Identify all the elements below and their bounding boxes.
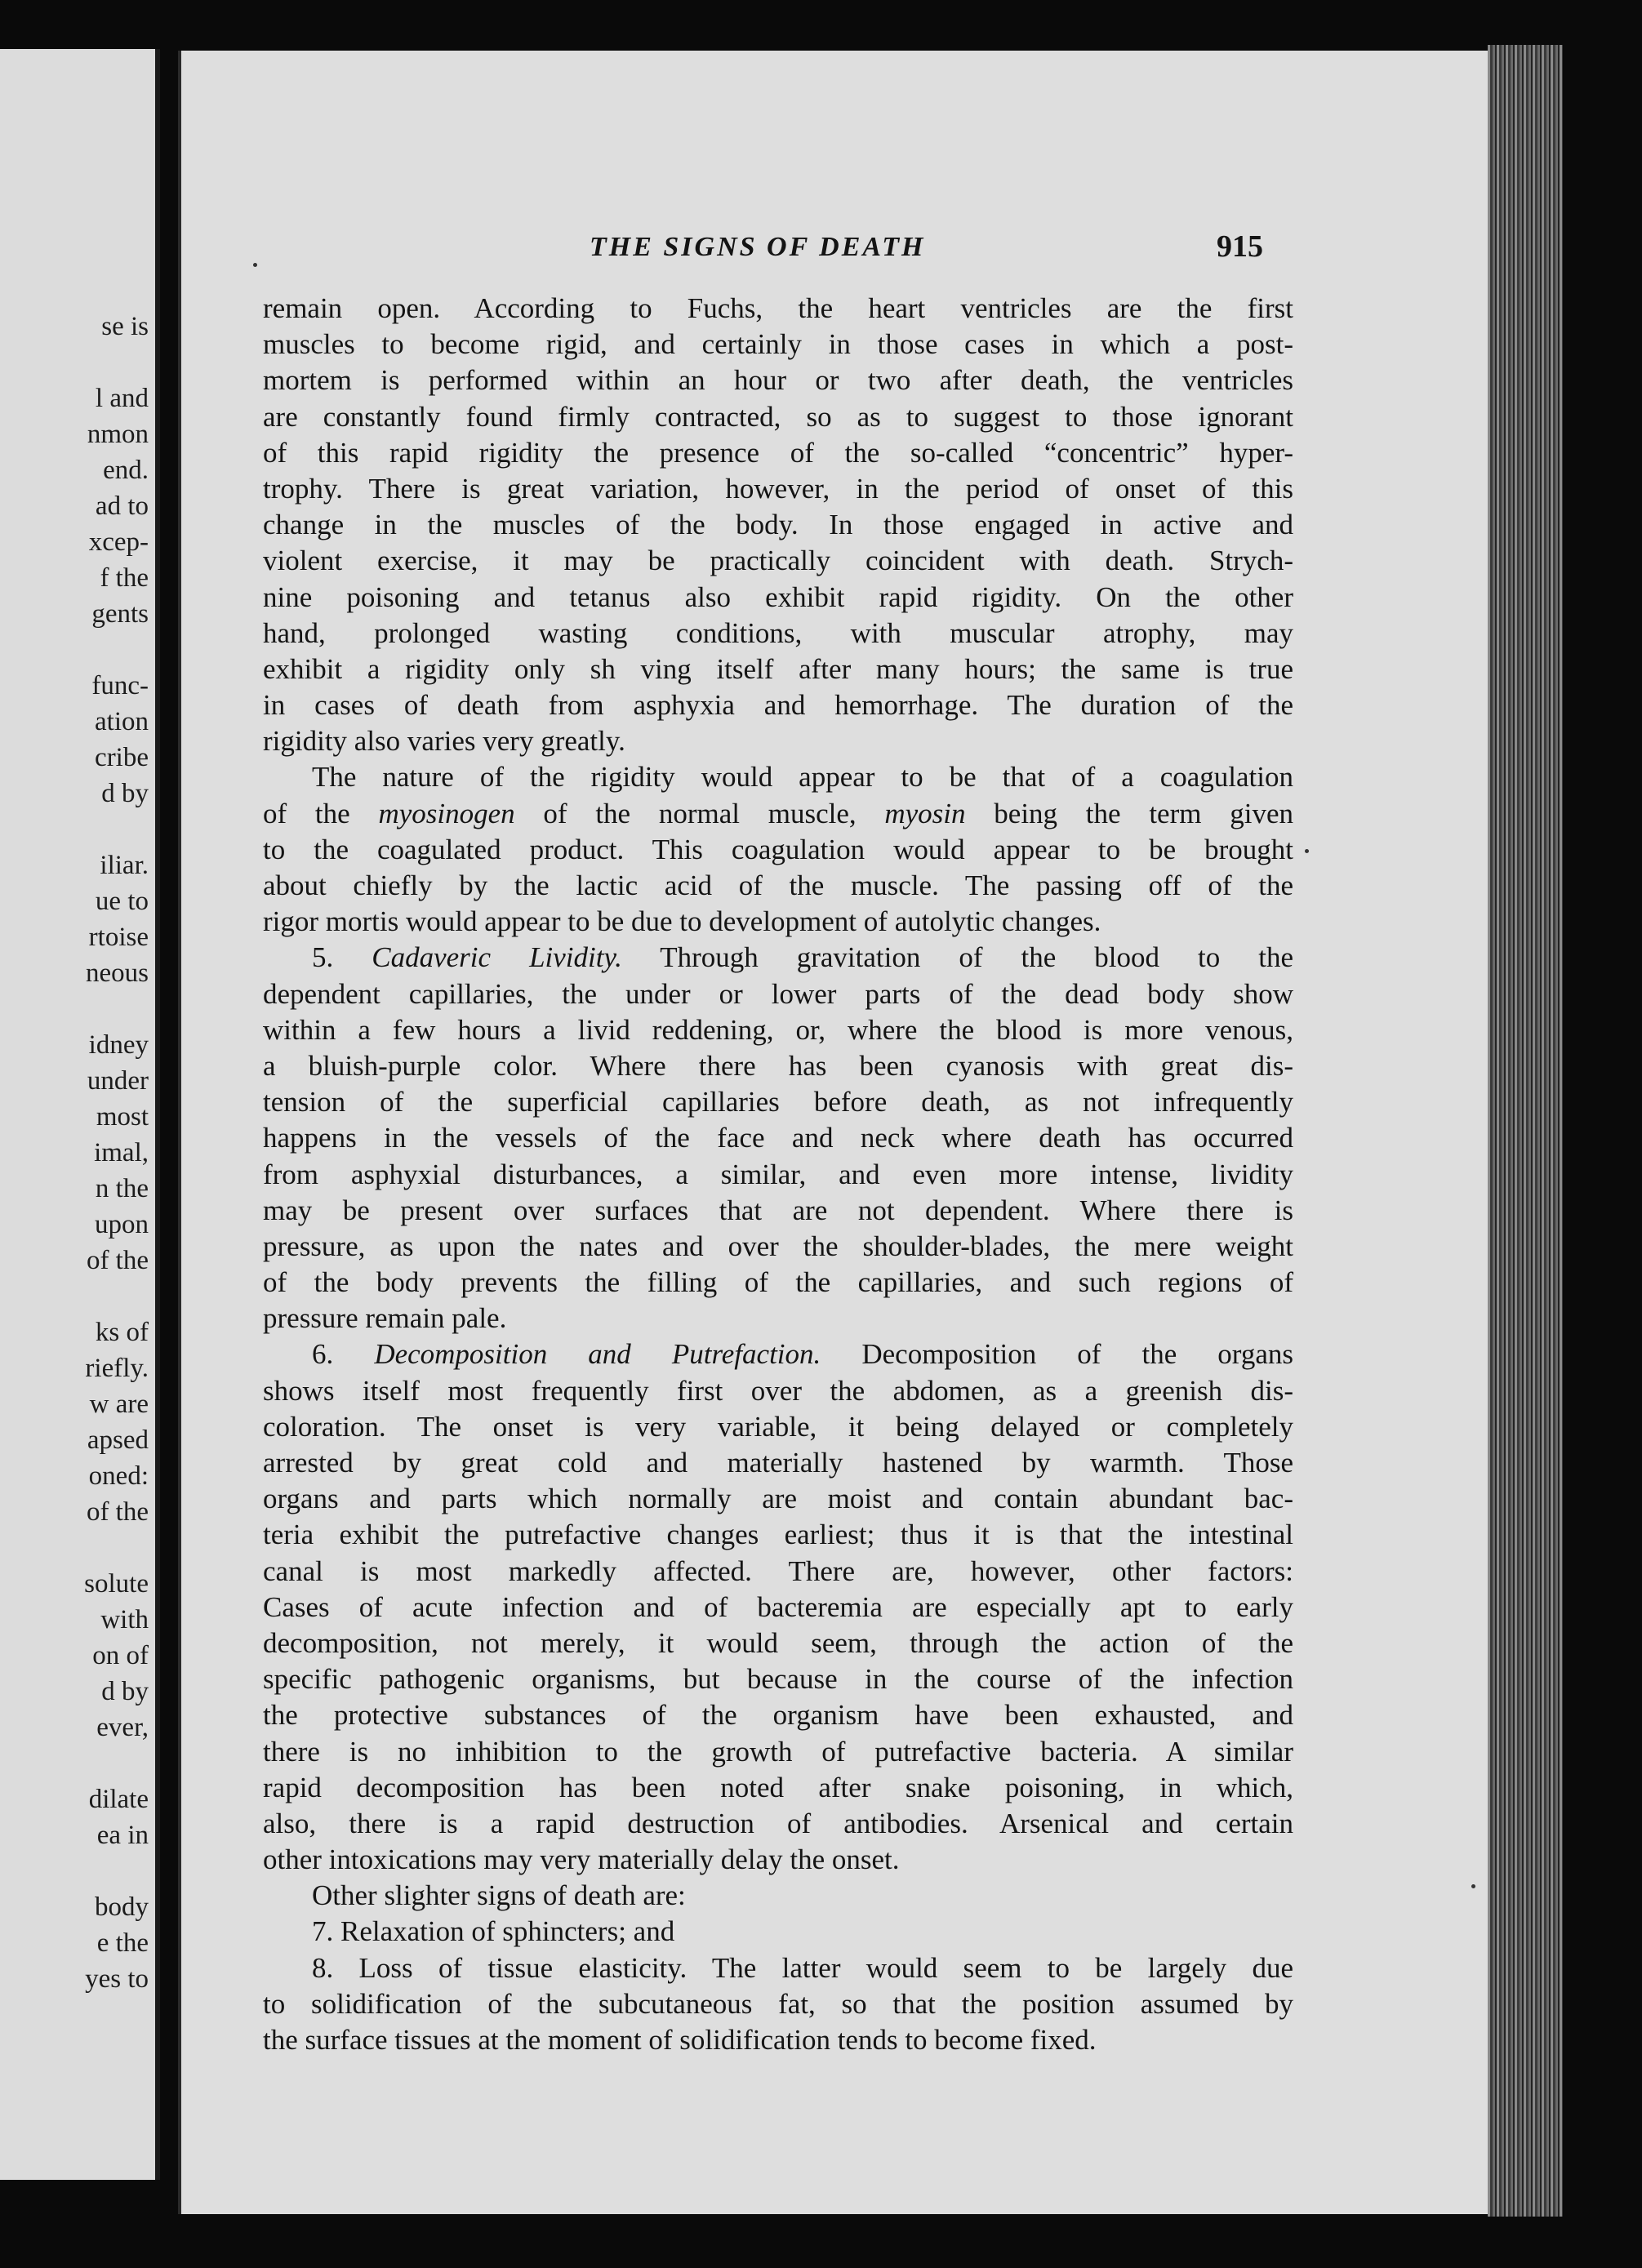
- text-run: pressure, as upon the nates and over the shoulder-blades, the mere weight: [263, 1230, 1293, 1262]
- text-run: the protective substances of the organism have been exhausted, and: [263, 1699, 1293, 1732]
- left-page-line: oned:: [88, 1461, 149, 1491]
- text-run: 7. Relaxation of sphincters; and: [312, 1915, 675, 1948]
- italic-term: Decomposition and Putrefaction.: [374, 1338, 821, 1371]
- left-facing-page: [0, 49, 160, 2180]
- left-page-line: ever,: [96, 1713, 149, 1742]
- text-run: happens in the vessels of the face and neck where death has occurred: [263, 1122, 1293, 1154]
- left-page-line: w are: [89, 1390, 149, 1419]
- text-run: rigidity also varies very greatly.: [263, 725, 625, 758]
- text-run: change in the muscles of the body. In those engaged in active and: [263, 509, 1293, 541]
- text-run: Through gravitation of the blood to the: [621, 941, 1294, 974]
- left-page-line: n the: [95, 1174, 149, 1203]
- text-line: [263, 1770, 1293, 1806]
- scan-speck: [1471, 1884, 1475, 1888]
- text-run: muscles to become rigid, and certainly in those cases in which a post-: [263, 328, 1293, 361]
- text-run: about chiefly by the lactic acid of the muscle. The passing off of the: [263, 869, 1293, 901]
- text-line: [263, 399, 1293, 435]
- left-page-line: apsed: [87, 1425, 149, 1455]
- text-run: of the body prevents the filling of the capillaries, and such regions of: [263, 1266, 1293, 1299]
- left-page-line: [84, 1745, 149, 1781]
- text-run: pressure remain pale.: [263, 1302, 507, 1335]
- text-line: [263, 1842, 1293, 1878]
- left-page-line: dilate: [88, 1785, 149, 1814]
- italic-term: myosinogen: [378, 797, 515, 829]
- text-run: may be present over surfaces that are not dependent. Where there is: [263, 1194, 1293, 1226]
- text-run: Decomposition of the organs: [821, 1338, 1293, 1371]
- text-line: [263, 1048, 1293, 1084]
- text-line: [263, 1734, 1293, 1770]
- text-line: [263, 1265, 1293, 1301]
- text-run: to solidification of the subcutaneous fat, so that the position assumed by: [263, 1987, 1293, 2020]
- text-line: [263, 723, 1293, 759]
- scan-speck: [253, 263, 257, 267]
- text-run: a bluish-purple color. Where there has been cyanosis with great dis-: [263, 1049, 1293, 1082]
- text-run: trophy. There is great variation, however, in the period of onset of this: [263, 472, 1293, 505]
- text-line: [263, 1590, 1293, 1625]
- text-line: [263, 1806, 1293, 1842]
- text-run: being the term given: [965, 797, 1293, 829]
- text-run: Cases of acute infection and of bacteremia are especially apt to early: [263, 1590, 1293, 1623]
- text-line: [263, 291, 1293, 327]
- text-run: specific pathogenic organisms, but because in the course of the infection: [263, 1663, 1293, 1696]
- left-page-line: body: [95, 1892, 149, 1922]
- text-line: [263, 507, 1293, 543]
- text-line: [263, 1625, 1293, 1661]
- left-page-line: ad to: [95, 491, 149, 521]
- text-line: [263, 868, 1293, 904]
- text-line: [263, 1986, 1293, 2022]
- text-run: nine poisoning and tetanus also exhibit rapid rigidity. On the other: [263, 580, 1293, 613]
- left-page-line: ks of: [95, 1318, 149, 1347]
- body-text: [263, 291, 1293, 2058]
- left-page-line: l and: [95, 384, 149, 413]
- left-page-line: cribe: [95, 743, 149, 772]
- text-line: [263, 1084, 1293, 1120]
- text-run: also, there is a rapid destruction of antibodies. Arsenical and certain: [263, 1807, 1293, 1839]
- left-page-line: ea in: [96, 1821, 149, 1850]
- text-run: 5.: [312, 941, 372, 974]
- text-run: from asphyxial disturbances, a similar, and even more intense, lividity: [263, 1158, 1293, 1190]
- text-line: [263, 1950, 1293, 1986]
- text-line: [263, 687, 1293, 723]
- text-line: [263, 1193, 1293, 1229]
- left-page-line: upon: [95, 1210, 149, 1239]
- text-run: in cases of death from asphyxia and hemorrhage. The duration of the: [263, 689, 1293, 722]
- text-line: [263, 1336, 1293, 1372]
- left-page-line: of the: [86, 1246, 149, 1275]
- text-line: [263, 1878, 1293, 1914]
- text-run: teria exhibit the putrefactive changes earliest; thus it is that the intestinal: [263, 1519, 1293, 1551]
- text-run: dependent capillaries, the under or lower parts of the dead body show: [263, 977, 1293, 1010]
- text-run: exhibit a rigidity only sh ving itself after many hours; the same is true: [263, 652, 1293, 685]
- text-line: [263, 327, 1293, 362]
- text-line: [263, 1481, 1293, 1517]
- running-head: THE SIGNS OF DEATH: [590, 232, 926, 262]
- left-page-line: idney: [88, 1030, 149, 1060]
- left-page-line: gents: [91, 599, 149, 629]
- text-line: [263, 471, 1293, 507]
- text-line: [263, 580, 1293, 616]
- left-page-line: [84, 1853, 149, 1889]
- text-line: [263, 1554, 1293, 1590]
- text-run: 8. Loss of tissue elasticity. The latter would seem to be largely due: [312, 1951, 1293, 1984]
- text-run: other intoxications may very materially delay the onset.: [263, 1843, 900, 1876]
- left-page-line: iliar.: [100, 851, 149, 880]
- left-page-line: ation: [95, 707, 149, 736]
- text-line: [263, 1697, 1293, 1733]
- text-line: [263, 904, 1293, 940]
- text-line: [263, 940, 1293, 976]
- left-page-line: d by: [101, 779, 149, 808]
- text-line: [263, 1373, 1293, 1409]
- left-page-line: most: [96, 1102, 149, 1132]
- left-page-line: [84, 1530, 149, 1566]
- text-run: organs and parts which normally are moist and contain abundant bac-: [263, 1483, 1293, 1515]
- text-line: [263, 1517, 1293, 1553]
- text-line: [263, 1012, 1293, 1048]
- left-page-line: yes to: [85, 1964, 149, 1994]
- text-run: within a few hours a livid reddening, or, where the blood is more venous,: [263, 1013, 1293, 1046]
- text-run: of the normal muscle,: [514, 797, 885, 829]
- text-line: [263, 1229, 1293, 1265]
- left-page-line: rtoise: [88, 923, 149, 952]
- text-run: violent exercise, it may be practically coincident with death. Strych-: [263, 545, 1293, 577]
- text-run: canal is most markedly affected. There are, however, other factors:: [263, 1554, 1293, 1587]
- text-line: [263, 1409, 1293, 1445]
- left-page-line: nmon: [87, 420, 149, 449]
- text-line: [263, 543, 1293, 579]
- text-run: coloration. The onset is very variable, it being delayed or completely: [263, 1410, 1293, 1443]
- text-run: The nature of the rigidity would appear to be that of a coagulation: [312, 761, 1293, 794]
- text-run: there is no inhibition to the growth of putrefactive bacteria. A similar: [263, 1735, 1293, 1768]
- text-line: [263, 435, 1293, 471]
- left-page-line: of the: [86, 1497, 149, 1527]
- text-line: [263, 1120, 1293, 1156]
- italic-term: Cadaveric Lividity.: [372, 941, 622, 974]
- text-line: [263, 616, 1293, 651]
- text-run: Other slighter signs of death are:: [312, 1879, 686, 1912]
- left-page-line: [84, 812, 149, 847]
- text-line: [263, 651, 1293, 687]
- text-run: are constantly found firmly contracted, so as to suggest to those ignorant: [263, 400, 1293, 433]
- text-line: [263, 796, 1293, 832]
- text-run: hand, prolonged wasting conditions, with muscular atrophy, may: [263, 616, 1293, 649]
- left-page-line: end.: [103, 456, 149, 485]
- left-page-line: under: [87, 1066, 149, 1096]
- left-page-line: se is: [101, 312, 149, 341]
- text-line: [263, 362, 1293, 398]
- text-line: [263, 1914, 1293, 1950]
- left-page-line: riefly.: [85, 1354, 149, 1383]
- text-line: [263, 1301, 1293, 1336]
- text-line: [263, 1661, 1293, 1697]
- page-number: 915: [1217, 229, 1263, 264]
- left-page-line: ue to: [95, 887, 149, 916]
- left-page-line: on of: [92, 1641, 149, 1670]
- text-run: to the coagulated product. This coagulation would appear to be brought: [263, 833, 1293, 865]
- text-run: mortem is performed within an hour or two after death, the ventricles: [263, 364, 1293, 397]
- text-run: remain open. According to Fuchs, the heart ventricles are the first: [263, 292, 1293, 324]
- italic-term: myosin: [884, 797, 966, 829]
- text-run: rapid decomposition has been noted after snake poisoning, in which,: [263, 1771, 1293, 1803]
- left-page-line: d by: [101, 1677, 149, 1706]
- left-page-line: f the: [100, 563, 149, 593]
- text-run: rigor mortis would appear to be due to development of autolytic changes.: [263, 905, 1101, 938]
- left-page-line: xcep-: [88, 527, 149, 557]
- left-page-line: with: [100, 1605, 149, 1634]
- text-run: decomposition, not merely, it would seem, through the action of the: [263, 1626, 1293, 1659]
- left-page-line: e the: [96, 1928, 149, 1958]
- left-page-line: [84, 632, 149, 668]
- left-page-line: [84, 991, 149, 1027]
- text-line: [263, 1157, 1293, 1193]
- left-page-line: func-: [91, 671, 149, 700]
- text-run: arrested by great cold and materially hastened by warmth. Those: [263, 1447, 1293, 1479]
- left-page-line: [84, 1279, 149, 1314]
- text-line: [263, 1445, 1293, 1481]
- text-line: [263, 976, 1293, 1012]
- text-run: the surface tissues at the moment of solidification tends to become fixed.: [263, 2024, 1097, 2056]
- text-line: [263, 2022, 1293, 2058]
- text-run: of this rapid rigidity the presence of the so-called “concentric” hyper-: [263, 436, 1293, 469]
- left-page-line: solute: [84, 1569, 149, 1599]
- left-page-line: imal,: [94, 1138, 149, 1167]
- text-run: shows itself most frequently first over the abdomen, as a greenish dis-: [263, 1374, 1293, 1407]
- page-stack-edge: [1488, 45, 1563, 2217]
- text-line: [263, 832, 1293, 868]
- scan-speck: [1305, 849, 1309, 853]
- left-page-text: [84, 309, 149, 1997]
- text-run: of the: [263, 797, 379, 829]
- text-run: tension of the superficial capillaries before death, as not infrequently: [263, 1086, 1293, 1118]
- text-line: [263, 759, 1293, 795]
- left-page-line: [84, 345, 149, 380]
- left-page-line: neous: [86, 958, 149, 988]
- text-run: 6.: [312, 1338, 375, 1371]
